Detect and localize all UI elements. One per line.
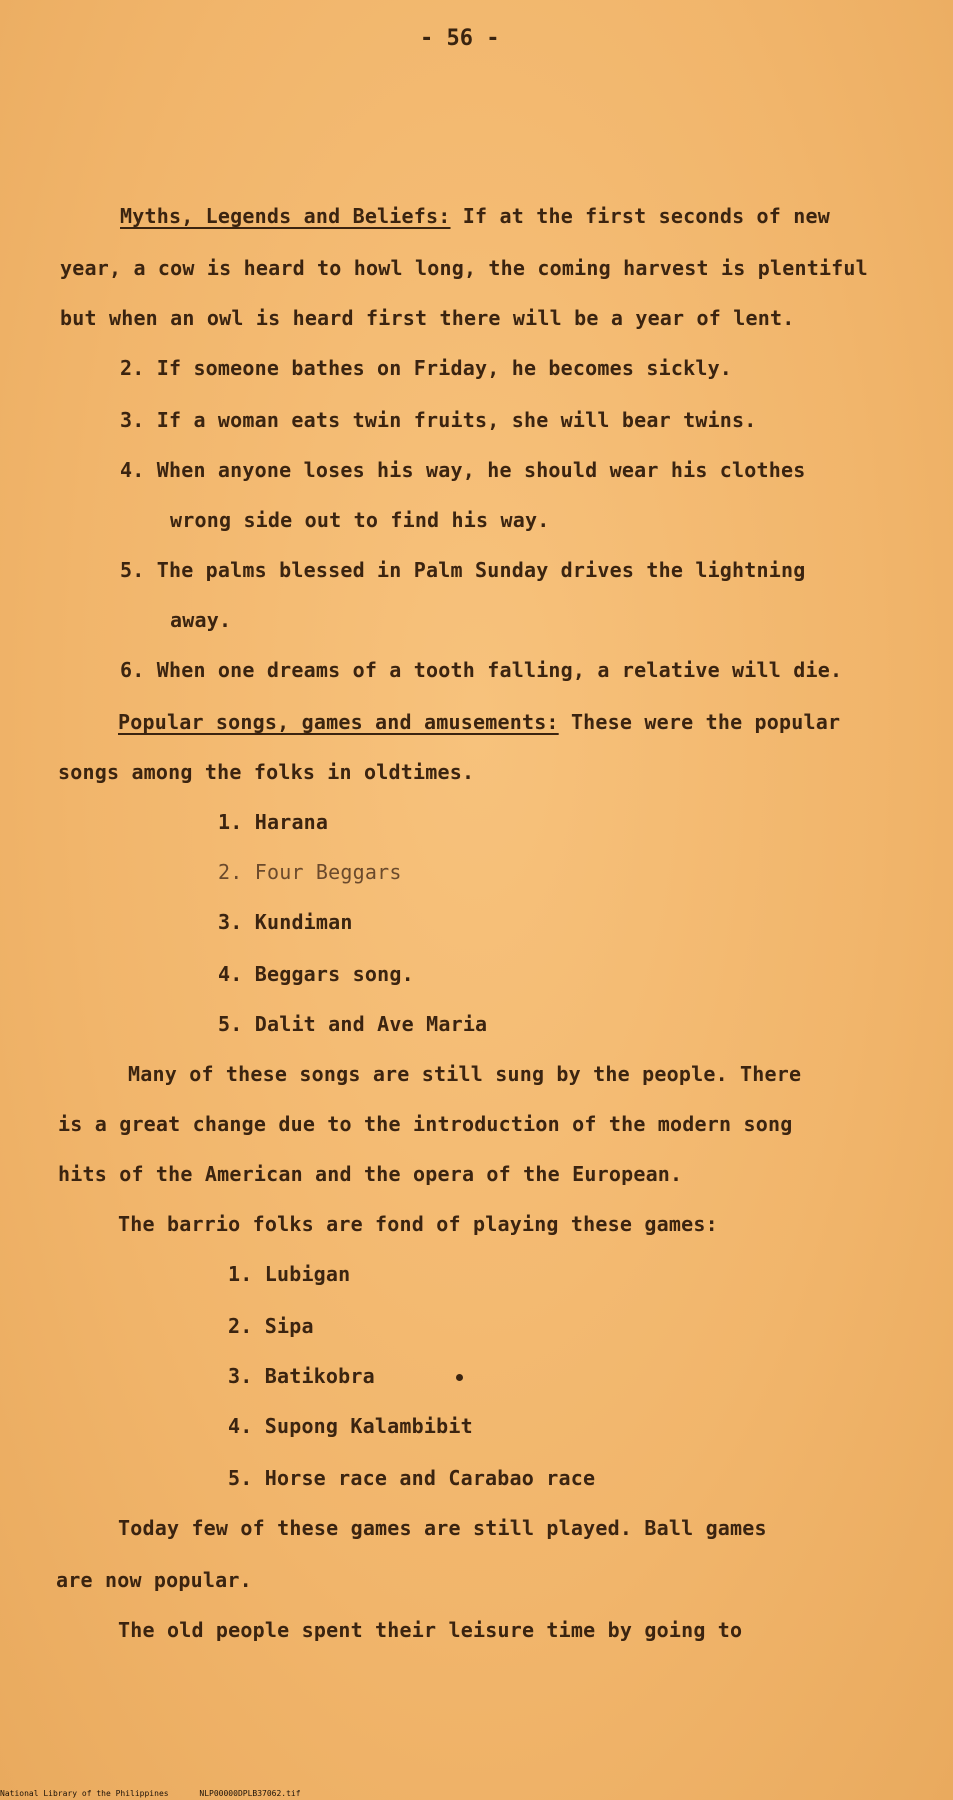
game-item: 5. Horse race and Carabao race [228,1466,596,1490]
footer-file: NLP00000DPLB37062.tif [199,1789,301,1798]
songs-heading: Popular songs, games and amusements: [118,710,559,734]
belief-item-5-line-2: away. [170,608,232,632]
game-item: 1. Lubigan [228,1262,351,1286]
songs-paragraph-line-1 [118,712,840,732]
games-intro: The barrio folks are fond of playing these games: [118,1212,718,1236]
song-item: 3. Kundiman [218,910,353,934]
footer-library: National Library of the Philippines [0,1789,169,1798]
song-item: 4. Beggars song. [218,962,414,986]
belief-item-6: 6. When one dreams of a tooth falling, a relative will die. [120,658,843,682]
myths-intro-text: If at the first seconds of new [462,204,830,228]
myths-paragraph-line-2: year, a cow is heard to howl long, the coming harvest is plentiful [60,256,868,280]
belief-item-2: 2. If someone bathes on Friday, he becomes sickly. [120,356,733,380]
myths-paragraph-line-3: but when an owl is heard first there will be a year of lent. [60,306,795,330]
song-item: 2. Four Beggars [218,860,402,884]
myths-heading: Myths, Legends and Beliefs: [120,204,451,228]
game-item: 3. Batikobra [228,1364,375,1388]
belief-item-4-line-1: 4. When anyone loses his way, he should wear his clothes [120,458,806,482]
songs-paragraph-line-2: songs among the folks in oldtimes. [58,760,475,784]
song-item: 1. Harana [218,810,329,834]
belief-item-3: 3. If a woman eats twin fruits, she will bear twins. [120,408,757,432]
song-item: 5. Dalit and Ave Maria [218,1012,488,1036]
games-decline-paragraph-line-1: Today few of these games are still played. Ball games [118,1516,767,1540]
ink-dot [456,1374,463,1381]
game-item: 2. Sipa [228,1314,314,1338]
songs-change-paragraph-line-1: Many of these songs are still sung by the people. There [128,1062,802,1086]
page-number: - 56 - [420,26,500,51]
belief-item-4-line-2: wrong side out to find his way. [170,508,550,532]
game-item: 4. Supong Kalambibit [228,1414,473,1438]
songs-change-paragraph-line-2: is a great change due to the introduction of the modern song [58,1112,793,1136]
belief-item-5-line-1: 5. The palms blessed in Palm Sunday drives the lightning [120,558,806,582]
songs-change-paragraph-line-3: hits of the American and the opera of the European. [58,1162,683,1186]
songs-intro-text: These were the popular [570,710,841,734]
leisure-paragraph-line-1: The old people spent their leisure time by going to [118,1618,743,1642]
scan-footer [0,1789,327,1798]
games-decline-paragraph-line-2: are now popular. [56,1568,252,1592]
myths-paragraph-line-1 [120,206,830,226]
